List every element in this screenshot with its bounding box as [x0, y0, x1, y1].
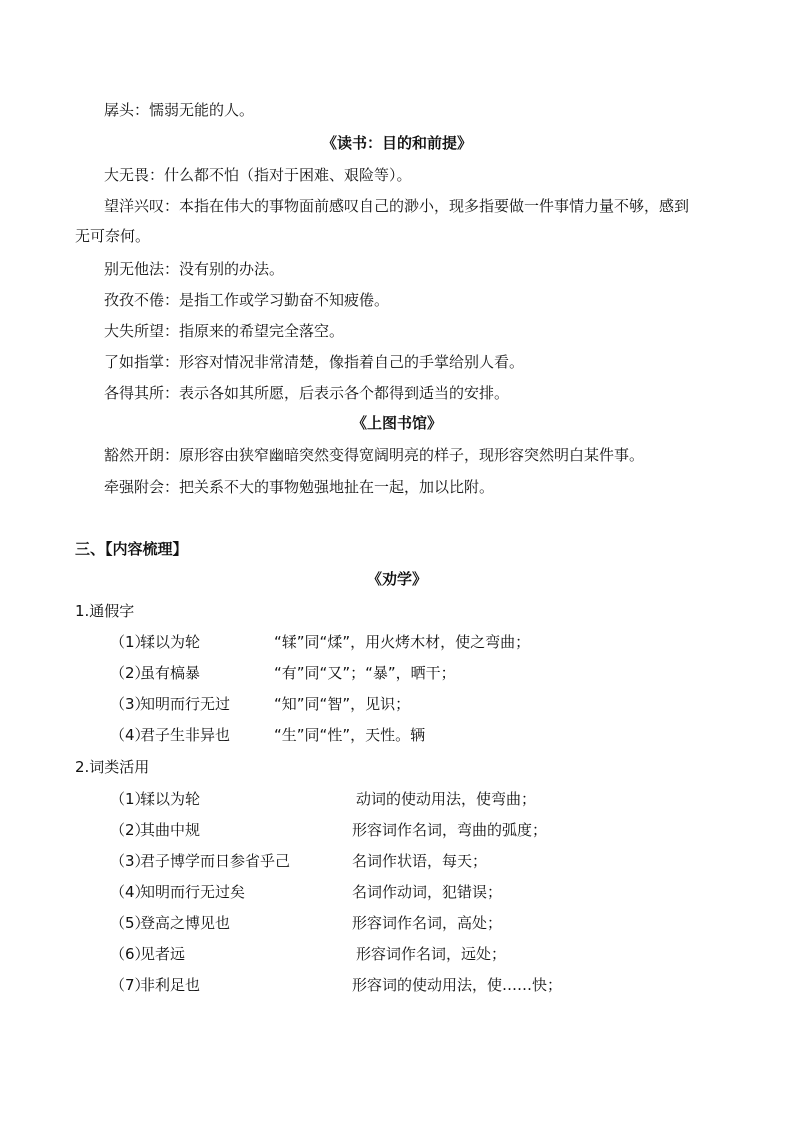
item-phrase: 君子博学而日参省乎己 — [140, 852, 291, 870]
item-note: 形容词作名词，高处； — [352, 914, 503, 932]
vocab-def: ：把关系不大的事物勉强地扯在一起，加以比附。 — [164, 478, 495, 496]
item-phrase: 君子生非异也 — [140, 726, 231, 744]
vocab-def: ：指原来的希望完全落空。 — [164, 322, 345, 340]
item-phrase: 𫐓以为轮 — [140, 633, 201, 651]
item-number: （2） — [110, 664, 150, 682]
item-number: （3） — [110, 695, 150, 713]
vocab-term: 孱头 — [104, 101, 135, 119]
item-note: “生”同“性”，天性。辆 — [274, 726, 426, 744]
vocab-def: ：什么都不怕（指对于困难、艰险等）。 — [149, 166, 412, 184]
vocab-term: 别无他法 — [104, 260, 165, 278]
item-phrase: 见者远 — [140, 945, 186, 963]
item-phrase: 虽有槁暴 — [140, 664, 201, 682]
vocab-def: ：懦弱无能的人。 — [134, 101, 255, 119]
item-phrase: 登高之博见也 — [140, 914, 231, 932]
vocab-term: 牵强附会 — [104, 478, 165, 496]
vocab-def: ：原形容由狭窄幽暗突然变得宽阔明亮的样子，现形容突然明白某件事。 — [164, 446, 645, 464]
vocab-entry — [104, 321, 344, 341]
item-note: 动词的使动用法，使弯曲； — [356, 790, 537, 808]
item-number: （6） — [110, 945, 150, 963]
vocab-def: ：是指工作或学习勤奋不知疲倦。 — [164, 291, 390, 309]
item-note: 形容词作名词，弯曲的弧度； — [352, 821, 548, 839]
vocab-def: ：没有别的办法。 — [164, 260, 285, 278]
vocab-entry — [104, 259, 284, 279]
item-number: （1） — [110, 790, 150, 808]
subsection-label-tongjiazi: 1.通假字 — [75, 602, 135, 620]
section-title-dushu: 《读书：目的和前提》 — [321, 134, 472, 152]
vocab-entry — [104, 165, 412, 185]
vocab-entry — [104, 445, 644, 465]
item-phrase: 其曲中规 — [140, 821, 201, 839]
item-phrase: 知明而行无过 — [140, 695, 231, 713]
item-number: （4） — [110, 726, 150, 744]
item-note: 形容词的使动用法，使……快； — [352, 976, 563, 994]
item-number: （1） — [110, 633, 150, 651]
item-phrase: 𫐓以为轮 — [140, 790, 201, 808]
vocab-entry — [104, 196, 689, 216]
vocab-entry — [104, 290, 389, 310]
vocab-term: 孜孜不倦 — [104, 291, 165, 309]
item-note: “𫐓”同“煣”，用火烤木材，使之弯曲； — [274, 633, 531, 651]
item-phrase: 知明而行无过矣 — [140, 883, 246, 901]
item-number: （4） — [110, 883, 150, 901]
section-heading: 三、【内容梳理】 — [75, 540, 188, 558]
vocab-def: ：本指在伟大的事物面前感叹自己的渺小，现多指要做一件事情力量不够，感到 — [164, 197, 690, 215]
item-number: （5） — [110, 914, 150, 932]
section-title-shangtu: 《上图书馆》 — [351, 414, 442, 432]
item-note: 名词作状语，每天； — [352, 852, 488, 870]
vocab-entry — [104, 477, 494, 497]
item-phrase: 非利足也 — [140, 976, 201, 994]
vocab-term: 大失所望 — [104, 322, 165, 340]
vocab-entry — [104, 352, 524, 372]
item-note: “有”同“又”；“暴”，晒干； — [274, 664, 456, 682]
item-note: 名词作动词，犯错误； — [352, 883, 503, 901]
vocab-term: 豁然开朗 — [104, 446, 165, 464]
item-number: （7） — [110, 976, 150, 994]
text-title-quanxue: 《劝学》 — [366, 570, 427, 588]
vocab-term: 了如指掌 — [104, 353, 165, 371]
vocab-entry — [104, 100, 254, 120]
vocab-term: 望洋兴叹 — [104, 197, 165, 215]
vocab-entry — [104, 383, 509, 403]
item-number: （2） — [110, 821, 150, 839]
vocab-def: ：表示各如其所愿，后表示各个都得到适当的安排。 — [164, 384, 510, 402]
vocab-def: ：形容对情况非常清楚，像指着自己的手掌给别人看。 — [164, 353, 525, 371]
vocab-term: 各得其所 — [104, 384, 165, 402]
item-number: （3） — [110, 852, 150, 870]
item-note: 形容词作名词，远处； — [356, 945, 507, 963]
subsection-label-cilei: 2.词类活用 — [75, 758, 150, 776]
vocab-def-continued: 无可奈何。 — [75, 227, 151, 245]
item-note: “知”同“智”，见识； — [274, 695, 411, 713]
vocab-term: 大无畏 — [104, 166, 150, 184]
